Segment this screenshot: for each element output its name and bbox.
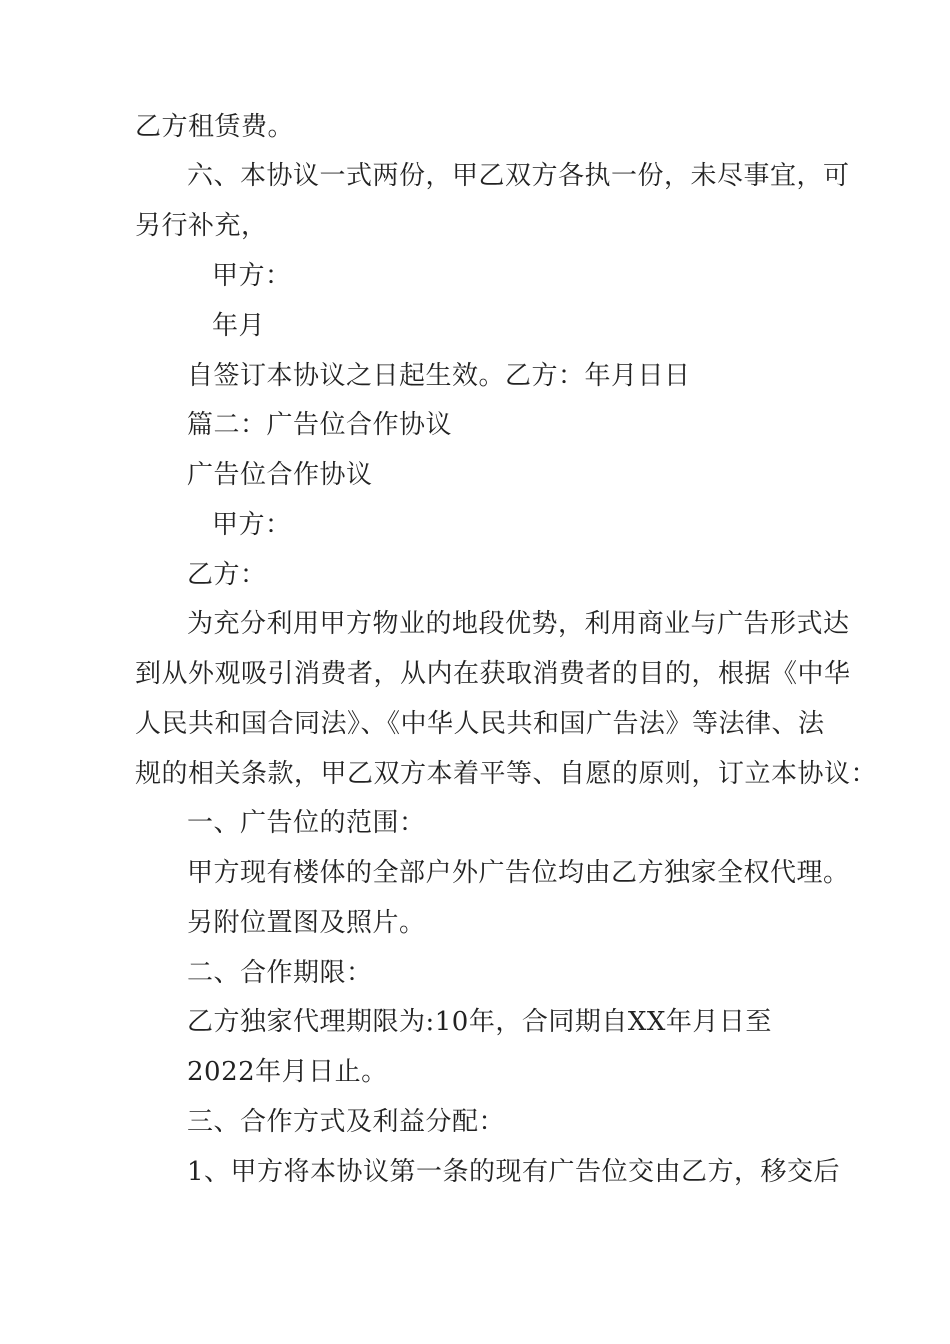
text-line: 为充分利用甲方物业的地段优势，利用商业与广告形式达 xyxy=(187,609,850,639)
text-line: 甲方： xyxy=(212,510,292,540)
text-line: 另行补充， xyxy=(135,211,268,241)
text-line: 乙方独家代理期限为:10年，合同期自XX年月日至 xyxy=(187,1007,772,1037)
document-title: 广告位合作协议 xyxy=(187,460,373,490)
text-line: 乙方租赁费。 xyxy=(135,112,295,142)
section-heading: 篇二：广告位合作协议 xyxy=(187,410,453,440)
text-line: 乙方： xyxy=(187,560,267,590)
text-line: 自签订本协议之日起生效。乙方：年月日日 xyxy=(187,361,691,391)
text-line: 甲方： xyxy=(212,261,292,291)
text-line: 年月 xyxy=(212,311,266,341)
section-heading: 一、广告位的范围： xyxy=(187,808,426,838)
text-line: 人民共和国合同法》、《中华人民共和国广告法》等法律、法 xyxy=(135,709,825,739)
section-heading: 三、合作方式及利益分配： xyxy=(187,1107,506,1137)
text-line: 2022年月日止。 xyxy=(187,1057,388,1087)
section-heading: 二、合作期限： xyxy=(187,958,373,988)
text-line: 六、本协议一式两份，甲乙双方各执一份，未尽事宜，可 xyxy=(187,161,850,191)
text-line: 规的相关条款，甲乙双方本着平等、自愿的原则，订立本协议： xyxy=(135,759,878,789)
text-line: 1、甲方将本协议第一条的现有广告位交由乙方，移交后 xyxy=(187,1157,841,1187)
text-line: 到从外观吸引消费者，从内在获取消费者的目的，根据《中华 xyxy=(135,659,851,689)
text-line: 甲方现有楼体的全部户外广告位均由乙方独家全权代理。 xyxy=(187,858,850,888)
text-line: 另附位置图及照片。 xyxy=(187,908,426,938)
